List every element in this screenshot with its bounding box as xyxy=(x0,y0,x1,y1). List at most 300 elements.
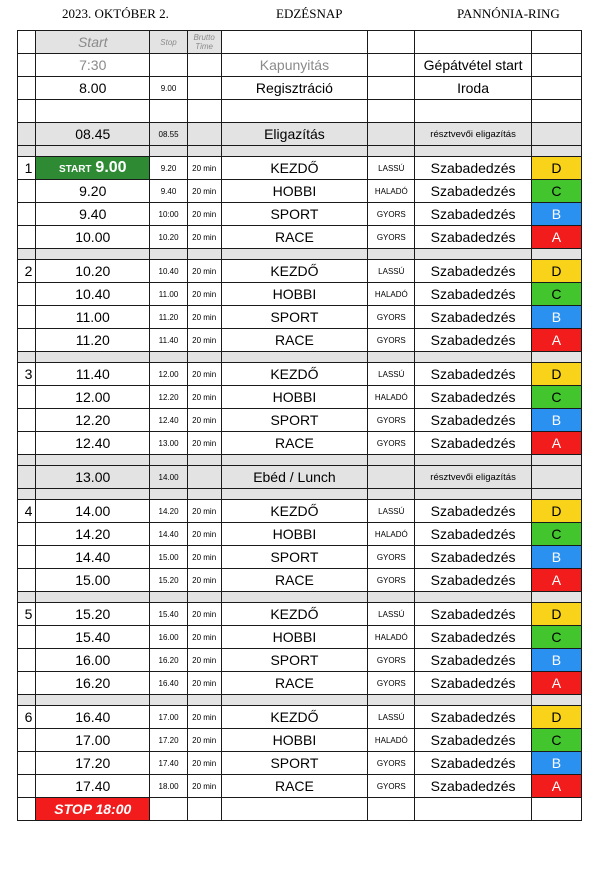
start-time: 17.40 xyxy=(36,775,150,798)
empty-cell xyxy=(18,249,36,260)
empty-cell xyxy=(187,77,221,100)
empty-cell xyxy=(187,592,221,603)
empty-cell xyxy=(36,146,150,157)
category: RACE xyxy=(221,329,368,352)
group-badge: B xyxy=(531,306,581,329)
event-label: Ebéd / Lunch xyxy=(221,466,368,489)
empty-cell xyxy=(415,352,531,363)
activity: Szabadedzés xyxy=(415,546,531,569)
group-badge: B xyxy=(531,203,581,226)
brutto-time: 20 min xyxy=(187,775,221,798)
level: HALADÓ xyxy=(368,180,415,203)
empty-cell xyxy=(187,455,221,466)
empty-cell xyxy=(531,695,581,706)
empty-cell xyxy=(531,100,581,123)
header-cell-blank xyxy=(221,31,368,54)
brutto-time: 20 min xyxy=(187,180,221,203)
stop-badge: STOP 18:00 xyxy=(36,798,150,821)
session-row xyxy=(18,409,582,432)
group-badge: B xyxy=(531,409,581,432)
group-badge: C xyxy=(531,180,581,203)
session-number: 6 xyxy=(18,706,36,729)
session-row xyxy=(18,500,582,523)
group-badge: D xyxy=(531,363,581,386)
session-row xyxy=(18,180,582,203)
activity: Szabadedzés xyxy=(415,523,531,546)
empty-cell xyxy=(531,77,581,100)
stop-time: 15.20 xyxy=(150,569,187,592)
stop-time xyxy=(150,54,187,77)
category: SPORT xyxy=(221,409,368,432)
stop-time: 10.40 xyxy=(150,260,187,283)
empty-cell xyxy=(18,729,36,752)
event-label: Kapunyitás xyxy=(221,54,368,77)
level: GYORS xyxy=(368,432,415,455)
empty-cell xyxy=(368,489,415,500)
session-number: 1 xyxy=(18,157,36,180)
session-row xyxy=(18,203,582,226)
empty-cell xyxy=(150,146,187,157)
empty-cell xyxy=(36,455,150,466)
level: LASSÚ xyxy=(368,363,415,386)
group-badge: A xyxy=(531,569,581,592)
start-time: 15.40 xyxy=(36,626,150,649)
empty-cell xyxy=(368,695,415,706)
empty-cell xyxy=(18,180,36,203)
empty-cell xyxy=(368,455,415,466)
level: HALADÓ xyxy=(368,523,415,546)
level: HALADÓ xyxy=(368,283,415,306)
session-row xyxy=(18,546,582,569)
empty-cell xyxy=(531,54,581,77)
brutto-time: 20 min xyxy=(187,226,221,249)
empty-cell xyxy=(187,123,221,146)
session-separator xyxy=(18,146,582,157)
empty-cell xyxy=(368,798,415,821)
session-separator xyxy=(18,592,582,603)
activity: Szabadedzés xyxy=(415,706,531,729)
level: LASSÚ xyxy=(368,500,415,523)
start-time: 14.40 xyxy=(36,546,150,569)
start-time: 08.45 xyxy=(36,123,150,146)
activity: Szabadedzés xyxy=(415,500,531,523)
stop-row xyxy=(18,798,582,821)
stop-time: 11.40 xyxy=(150,329,187,352)
level: GYORS xyxy=(368,306,415,329)
empty-cell xyxy=(531,798,581,821)
activity: Szabadedzés xyxy=(415,603,531,626)
category: SPORT xyxy=(221,649,368,672)
event-note: résztvevői eligazítás xyxy=(415,466,531,489)
activity: Szabadedzés xyxy=(415,306,531,329)
activity: Szabadedzés xyxy=(415,409,531,432)
empty-cell xyxy=(18,146,36,157)
session-separator xyxy=(18,695,582,706)
start-time: 11.20 xyxy=(36,329,150,352)
header-cell-blank xyxy=(415,31,531,54)
stop-time: 9.20 xyxy=(150,157,187,180)
group-badge: B xyxy=(531,649,581,672)
empty-cell xyxy=(368,466,415,489)
brutto-time: 20 min xyxy=(187,569,221,592)
start-time: 7:30 xyxy=(36,54,150,77)
empty-cell xyxy=(18,592,36,603)
empty-cell xyxy=(187,249,221,260)
event-label: Regisztráció xyxy=(221,77,368,100)
empty-cell xyxy=(18,649,36,672)
empty-cell xyxy=(415,592,531,603)
event-note: Gépátvétel start xyxy=(415,54,531,77)
start-time: 15.00 xyxy=(36,569,150,592)
category: KEZDŐ xyxy=(221,260,368,283)
brutto-time: 20 min xyxy=(187,706,221,729)
stop-time: 17.00 xyxy=(150,706,187,729)
activity: Szabadedzés xyxy=(415,649,531,672)
stop-time: 12.40 xyxy=(150,409,187,432)
level: GYORS xyxy=(368,569,415,592)
brutto-time: 20 min xyxy=(187,203,221,226)
empty-cell xyxy=(187,100,221,123)
session-row xyxy=(18,432,582,455)
session-row xyxy=(18,329,582,352)
schedule-date: 2023. OKTÓBER 2. xyxy=(62,6,169,21)
session-row xyxy=(18,649,582,672)
empty-cell xyxy=(187,489,221,500)
session-row xyxy=(18,603,582,626)
activity: Szabadedzés xyxy=(415,283,531,306)
empty-cell xyxy=(150,695,187,706)
empty-cell xyxy=(221,592,368,603)
start-time: 10.00 xyxy=(36,226,150,249)
empty-cell xyxy=(221,695,368,706)
empty-cell xyxy=(368,352,415,363)
activity: Szabadedzés xyxy=(415,752,531,775)
session-row xyxy=(18,363,582,386)
brutto-time: 20 min xyxy=(187,672,221,695)
session-separator xyxy=(18,352,582,363)
briefing-row xyxy=(18,123,582,146)
stop-time: 17.20 xyxy=(150,729,187,752)
session-row xyxy=(18,729,582,752)
stop-time: 17.40 xyxy=(150,752,187,775)
start-time: 8.00 xyxy=(36,77,150,100)
brutto-time: 20 min xyxy=(187,626,221,649)
level: GYORS xyxy=(368,203,415,226)
empty-cell xyxy=(150,352,187,363)
level: LASSÚ xyxy=(368,260,415,283)
empty-cell xyxy=(36,592,150,603)
session-row xyxy=(18,226,582,249)
start-time: 17.00 xyxy=(36,729,150,752)
event-note: Iroda xyxy=(415,77,531,100)
group-badge: C xyxy=(531,283,581,306)
start-time: 14.00 xyxy=(36,500,150,523)
category: KEZDŐ xyxy=(221,157,368,180)
empty-cell xyxy=(18,54,36,77)
group-badge: D xyxy=(531,603,581,626)
empty-cell xyxy=(18,352,36,363)
start-time: 10.40 xyxy=(36,283,150,306)
empty-cell xyxy=(415,798,531,821)
session-row xyxy=(18,752,582,775)
empty-cell xyxy=(221,489,368,500)
schedule-table xyxy=(17,30,582,821)
empty-cell xyxy=(415,249,531,260)
group-badge: D xyxy=(531,706,581,729)
empty-cell xyxy=(221,100,368,123)
event-label: Eligazítás xyxy=(221,123,368,146)
empty-cell xyxy=(18,329,36,352)
empty-cell xyxy=(18,626,36,649)
brutto-time: 20 min xyxy=(187,386,221,409)
session-row xyxy=(18,569,582,592)
stop-time: 14.20 xyxy=(150,500,187,523)
empty-cell xyxy=(18,409,36,432)
level: GYORS xyxy=(368,226,415,249)
session-row xyxy=(18,775,582,798)
stop-time: 15.40 xyxy=(150,603,187,626)
category: HOBBI xyxy=(221,386,368,409)
stop-time: 15.00 xyxy=(150,546,187,569)
level: GYORS xyxy=(368,672,415,695)
category: HOBBI xyxy=(221,180,368,203)
category: KEZDŐ xyxy=(221,363,368,386)
group-badge: A xyxy=(531,672,581,695)
empty-cell xyxy=(18,466,36,489)
brutto-time: 20 min xyxy=(187,729,221,752)
category: HOBBI xyxy=(221,729,368,752)
group-badge: D xyxy=(531,260,581,283)
session-row xyxy=(18,306,582,329)
category: SPORT xyxy=(221,752,368,775)
empty-cell xyxy=(18,489,36,500)
empty-cell xyxy=(18,546,36,569)
empty-cell xyxy=(531,123,581,146)
stop-time: 16.40 xyxy=(150,672,187,695)
level: GYORS xyxy=(368,409,415,432)
stop-time: 11.20 xyxy=(150,306,187,329)
empty-cell xyxy=(18,306,36,329)
empty-cell xyxy=(187,695,221,706)
start-time: 16.00 xyxy=(36,649,150,672)
empty-cell xyxy=(187,798,221,821)
session-row xyxy=(18,157,582,180)
session-separator xyxy=(18,455,582,466)
session-row xyxy=(18,260,582,283)
group-badge: A xyxy=(531,432,581,455)
group-badge: D xyxy=(531,500,581,523)
group-badge: A xyxy=(531,329,581,352)
group-badge: C xyxy=(531,626,581,649)
empty-cell xyxy=(18,77,36,100)
blank-row xyxy=(18,100,582,123)
stop-time: 9.40 xyxy=(150,180,187,203)
event-note: résztvevői eligazítás xyxy=(415,123,531,146)
brutto-time: 20 min xyxy=(187,546,221,569)
empty-cell xyxy=(150,100,187,123)
activity: Szabadedzés xyxy=(415,729,531,752)
start-time: 9.00 xyxy=(95,159,127,176)
brutto-time: 20 min xyxy=(187,363,221,386)
empty-cell xyxy=(187,146,221,157)
stop-time: 12.00 xyxy=(150,363,187,386)
start-time: 11.40 xyxy=(36,363,150,386)
start-time: 13.00 xyxy=(36,466,150,489)
empty-cell xyxy=(415,146,531,157)
empty-cell xyxy=(18,386,36,409)
group-badge: C xyxy=(531,729,581,752)
empty-cell xyxy=(18,226,36,249)
level: LASSÚ xyxy=(368,603,415,626)
brutto-time: 20 min xyxy=(187,283,221,306)
header-cell-blank xyxy=(368,31,415,54)
start-time: 16.40 xyxy=(36,706,150,729)
activity: Szabadedzés xyxy=(415,180,531,203)
category: RACE xyxy=(221,672,368,695)
group-badge: A xyxy=(531,226,581,249)
stop-time: 16.20 xyxy=(150,649,187,672)
start-time: 9.40 xyxy=(36,203,150,226)
level: LASSÚ xyxy=(368,157,415,180)
empty-cell xyxy=(531,249,581,260)
session-number: 4 xyxy=(18,500,36,523)
empty-cell xyxy=(415,489,531,500)
stop-time: 9.00 xyxy=(150,77,187,100)
brutto-time: 20 min xyxy=(187,260,221,283)
activity: Szabadedzés xyxy=(415,203,531,226)
start-time: 12.40 xyxy=(36,432,150,455)
empty-cell xyxy=(415,695,531,706)
activity: Szabadedzés xyxy=(415,329,531,352)
session-number: 2 xyxy=(18,260,36,283)
empty-cell xyxy=(18,123,36,146)
brutto-time: 20 min xyxy=(187,649,221,672)
level: GYORS xyxy=(368,329,415,352)
empty-cell xyxy=(368,146,415,157)
activity: Szabadedzés xyxy=(415,672,531,695)
group-badge: D xyxy=(531,157,581,180)
brutto-time: 20 min xyxy=(187,409,221,432)
session-separator xyxy=(18,489,582,500)
level: LASSÚ xyxy=(368,706,415,729)
empty-cell xyxy=(531,455,581,466)
activity: Szabadedzés xyxy=(415,775,531,798)
session-row xyxy=(18,706,582,729)
start-time: 16.20 xyxy=(36,672,150,695)
activity: Szabadedzés xyxy=(415,260,531,283)
start-time: 12.00 xyxy=(36,386,150,409)
level: HALADÓ xyxy=(368,626,415,649)
category: RACE xyxy=(221,226,368,249)
empty-cell xyxy=(368,77,415,100)
start-time: 12.20 xyxy=(36,409,150,432)
activity: Szabadedzés xyxy=(415,432,531,455)
pre-row xyxy=(18,77,582,100)
empty-cell xyxy=(221,352,368,363)
empty-cell xyxy=(150,249,187,260)
session-row xyxy=(18,523,582,546)
empty-cell xyxy=(187,466,221,489)
empty-cell xyxy=(150,592,187,603)
level: GYORS xyxy=(368,752,415,775)
empty-cell xyxy=(36,100,150,123)
start-time: 10.20 xyxy=(36,260,150,283)
empty-cell xyxy=(18,672,36,695)
category: HOBBI xyxy=(221,283,368,306)
empty-cell xyxy=(18,455,36,466)
stop-time: 11.00 xyxy=(150,283,187,306)
empty-cell xyxy=(187,352,221,363)
brutto-time: 20 min xyxy=(187,432,221,455)
empty-cell xyxy=(150,455,187,466)
category: SPORT xyxy=(221,203,368,226)
empty-cell xyxy=(18,798,36,821)
empty-cell xyxy=(531,352,581,363)
group-badge: A xyxy=(531,775,581,798)
empty-cell xyxy=(221,249,368,260)
brutto-time: 20 min xyxy=(187,603,221,626)
category: KEZDŐ xyxy=(221,706,368,729)
level: GYORS xyxy=(368,775,415,798)
level: GYORS xyxy=(368,546,415,569)
stop-time: 08.55 xyxy=(150,123,187,146)
empty-cell xyxy=(18,569,36,592)
empty-cell xyxy=(18,432,36,455)
brutto-time: 20 min xyxy=(187,752,221,775)
pre-row xyxy=(18,54,582,77)
empty-cell xyxy=(368,249,415,260)
empty-cell xyxy=(36,249,150,260)
schedule-type: EDZÉSNAP xyxy=(276,6,343,21)
header-cell-blank xyxy=(531,31,581,54)
start-time: 11.00 xyxy=(36,306,150,329)
stop-time: 14.40 xyxy=(150,523,187,546)
group-badge: C xyxy=(531,523,581,546)
empty-cell xyxy=(18,775,36,798)
brutto-time: 20 min xyxy=(187,500,221,523)
category: SPORT xyxy=(221,546,368,569)
empty-cell xyxy=(368,100,415,123)
start-time: 9.20 xyxy=(36,180,150,203)
session-separator xyxy=(18,249,582,260)
header-cell-blank xyxy=(18,31,36,54)
session-number: 5 xyxy=(18,603,36,626)
category: SPORT xyxy=(221,306,368,329)
stop-time: 14.00 xyxy=(150,466,187,489)
session-row xyxy=(18,283,582,306)
activity: Szabadedzés xyxy=(415,569,531,592)
stop-time: 10:00 xyxy=(150,203,187,226)
activity: Szabadedzés xyxy=(415,226,531,249)
empty-cell xyxy=(221,798,368,821)
empty-cell xyxy=(18,695,36,706)
start-label: START xyxy=(58,164,92,175)
category: RACE xyxy=(221,569,368,592)
brutto-time: 20 min xyxy=(187,306,221,329)
category: HOBBI xyxy=(221,626,368,649)
session-number: 3 xyxy=(18,363,36,386)
empty-cell xyxy=(150,798,187,821)
column-header-row xyxy=(18,31,582,54)
empty-cell xyxy=(221,455,368,466)
activity: Szabadedzés xyxy=(415,157,531,180)
level: HALADÓ xyxy=(368,729,415,752)
stop-column-header: Stop xyxy=(150,31,187,54)
start-time: 14.20 xyxy=(36,523,150,546)
category: KEZDŐ xyxy=(221,603,368,626)
empty-cell xyxy=(368,123,415,146)
group-badge: C xyxy=(531,386,581,409)
